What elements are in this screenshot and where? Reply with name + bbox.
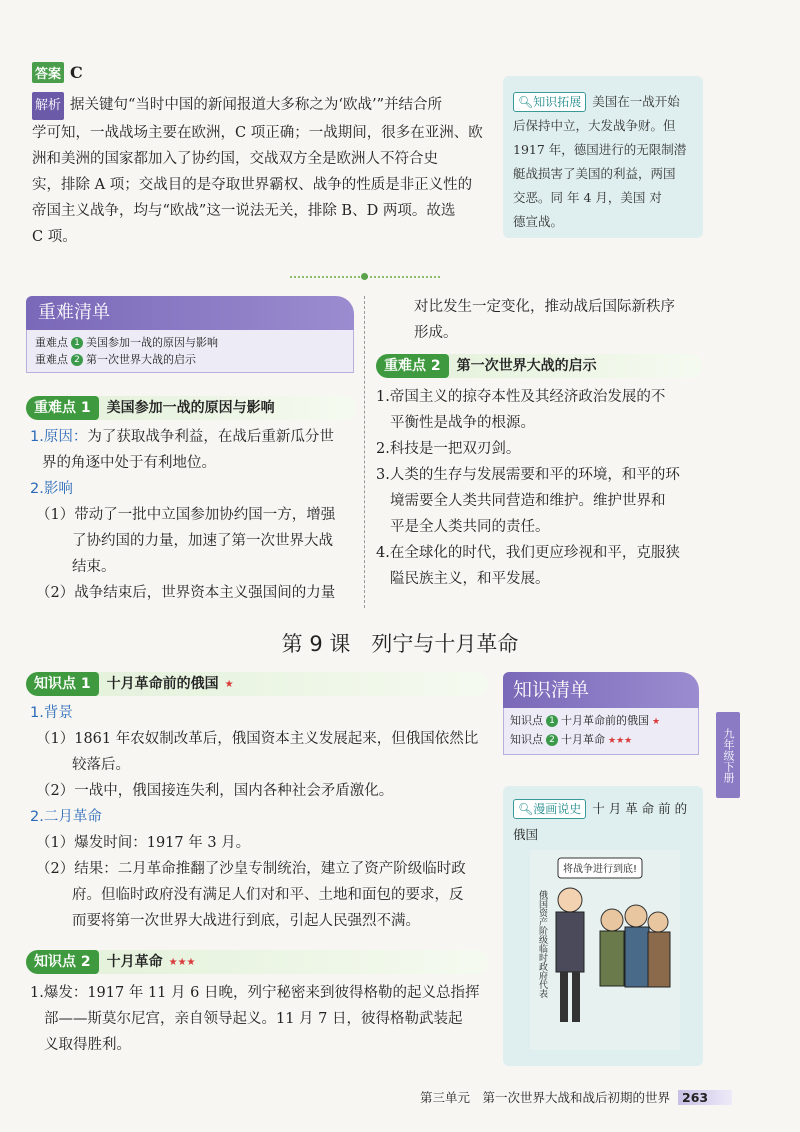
comic-caption: 十 月 革 命 前 的 xyxy=(592,801,688,816)
star-icon: ★ xyxy=(652,717,661,727)
soldier-body xyxy=(625,927,649,987)
february-text: 府。但临时政府没有满足人们对和平、土地和面包的要求，反 xyxy=(72,887,464,903)
reason-text: 为了获取战争利益，在战后重新瓜分世 xyxy=(87,429,334,445)
analysis-text: 据关键句“当时中国的新闻报道大多称之为‘欧战’”并结合所 xyxy=(70,97,443,113)
kp2-text: 部——斯莫尔尼宫，亲自领导起义。11 月 7 日，彼得格勒武装起 xyxy=(44,1011,463,1027)
kp2-text: 1.爆发：1917 年 11 月 6 日晚，列宁秘密来到彼得格勒的起义总指挥 xyxy=(30,985,480,1001)
item-text: 十月革命 xyxy=(561,733,605,746)
point-text: 1.帝国主义的掠夺本性及其经济政治发展的不 xyxy=(376,389,666,405)
official-body xyxy=(556,912,584,972)
key2-label: 重难点 2 xyxy=(376,354,449,378)
official-sash-text: 俄国资产阶级临时政府代表 xyxy=(537,890,547,998)
bubble-text: 将战争进行到底! xyxy=(562,864,638,875)
kp1-content xyxy=(30,700,500,934)
grade-side-tab: 九年级下册 xyxy=(716,712,740,798)
knowledge-extension-box xyxy=(503,76,703,238)
kp2-title: 十月革命 xyxy=(106,954,163,970)
star-icon: ★★★ xyxy=(168,957,196,968)
page-number: 263 xyxy=(678,1090,732,1105)
comic-label xyxy=(513,799,586,819)
knowledge-list-item xyxy=(510,731,692,750)
extension-text: 1917 年，德国进行的无限制潜 xyxy=(513,142,687,157)
item-prefix: 知识点 xyxy=(510,733,543,746)
lesson-title: 第 9 课 列宁与十月革命 xyxy=(281,632,519,656)
magnifier-icon: 🔍︎ xyxy=(518,802,534,816)
point-text: 4.在全球化的时代，我们更应珍视和平，克服狭 xyxy=(376,545,680,561)
key-list-body xyxy=(26,330,354,373)
extension-text: 德宣战。 xyxy=(513,214,564,229)
point-text: 平衡性是战争的根源。 xyxy=(390,415,535,431)
item-number: 2 xyxy=(71,354,83,366)
item-text: 美国参加一战的原因与影响 xyxy=(86,336,218,349)
knowledge-list-body xyxy=(503,708,699,755)
february-text: （1）爆发时间：1917 年 3 月。 xyxy=(36,835,251,851)
soldier-body xyxy=(600,931,624,986)
analysis-text: 帝国主义战争，均与“欧战”这一说法无关，排除 B、D 两项。故选 xyxy=(32,203,456,219)
key-list-box xyxy=(26,296,354,378)
continuation-text: 对比发生一定变化，推动战后国际新秩序 xyxy=(414,299,675,315)
february-text: （2）结果：二月革命推翻了沙皇专制统治，建立了资产阶级临时政 xyxy=(36,861,466,877)
effect-heading: 2.影响 xyxy=(30,481,73,497)
official-leg xyxy=(572,972,580,1022)
key-list-item xyxy=(35,351,345,368)
extension-text: 后保持中立，大发战争财。但 xyxy=(513,118,676,133)
item-text: 第一次世界大战的启示 xyxy=(86,353,196,366)
analysis-line xyxy=(32,92,492,120)
kp2-content xyxy=(30,980,500,1058)
reason-text: 界的角逐中处于有利地位。 xyxy=(42,455,216,471)
point-text: 平是全人类共同的责任。 xyxy=(390,519,550,535)
analysis-text: 实，排除 A 项；交战目的是夺取世界霸权、战争的性质是非正义性的 xyxy=(32,177,473,193)
soldier-body xyxy=(648,932,670,987)
item-number: 1 xyxy=(546,715,558,727)
comic-illustration xyxy=(530,850,680,1050)
kp2-label: 知识点 2 xyxy=(26,950,99,974)
effect-text: （1）带动了一批中立国参加协约国一方，增强 xyxy=(36,507,336,523)
soldier-head xyxy=(625,905,647,927)
background-heading: 1.背景 xyxy=(30,705,73,721)
key2-content xyxy=(376,384,706,592)
knowledge-list-item xyxy=(510,712,692,731)
answer-tag: 答案 xyxy=(32,62,64,83)
point-text: 隘民族主义，和平发展。 xyxy=(390,571,550,587)
comic-label-text: 漫画说史 xyxy=(533,802,582,816)
key-list-item xyxy=(35,334,345,351)
reason-line xyxy=(30,424,360,450)
magnifier-icon: 🔍︎ xyxy=(518,95,534,109)
extension-text: 美国在一战开始 xyxy=(592,94,680,109)
extension-label xyxy=(513,92,586,112)
page-footer xyxy=(420,1088,732,1106)
footer-unit: 第三单元 第一次世界大战和战后初期的世界 xyxy=(420,1090,671,1105)
analysis-text: C 项。 xyxy=(32,229,77,245)
star-icon: ★ xyxy=(224,679,234,690)
official-head xyxy=(558,888,582,912)
item-prefix: 重难点 xyxy=(35,336,68,349)
background-text: 较落后。 xyxy=(72,757,130,773)
star-icon: ★★★ xyxy=(608,736,633,746)
point-text: 3.人类的生存与发展需要和平的环境，和平的环 xyxy=(376,467,680,483)
point-text: 境需要全人类共同营造和维护。维护世界和 xyxy=(390,493,666,509)
official-leg xyxy=(560,972,568,1022)
knowledge-list-box xyxy=(503,672,699,762)
key1-label: 重难点 1 xyxy=(26,396,99,420)
item-text: 十月革命前的俄国 xyxy=(561,714,649,727)
analysis-text: 学可知，一战战场主要在欧洲，C 项正确；一战期间，很多在亚洲、欧 xyxy=(32,125,483,141)
kp2-header xyxy=(26,950,488,974)
extension-text: 交恶。同 年 4 月，美国 对 xyxy=(513,190,662,205)
key1-title: 美国参加一战的原因与影响 xyxy=(106,400,275,416)
extension-label-text: 知识拓展 xyxy=(533,95,582,109)
key-list-title: 重难清单 xyxy=(26,296,354,330)
column-divider xyxy=(364,296,365,608)
key2-header xyxy=(376,354,702,378)
point-text: 2.科技是一把双刃剑。 xyxy=(376,441,521,457)
extension-text: 艇战损害了美国的利益，两国 xyxy=(513,166,676,181)
effect-text: （2）战争结束后，世界资本主义强国间的力量 xyxy=(36,585,336,601)
answer-line xyxy=(32,62,83,83)
kp1-label: 知识点 1 xyxy=(26,672,99,696)
effect-text: 结束。 xyxy=(72,559,116,575)
february-text: 而要将第一次世界大战进行到底，引起人民强烈不满。 xyxy=(72,913,420,929)
kp1-header xyxy=(26,672,488,696)
analysis-tag: 解析 xyxy=(32,92,64,120)
key2-title: 第一次世界大战的启示 xyxy=(456,358,597,374)
item-prefix: 知识点 xyxy=(510,714,543,727)
answer-value: C xyxy=(70,63,83,82)
key1-content xyxy=(30,424,360,606)
divider-dot xyxy=(361,273,368,280)
kp2-text: 义取得胜利。 xyxy=(44,1037,131,1053)
analysis-block xyxy=(32,92,492,250)
analysis-text: 洲和美洲的国家都加入了协约国，交战双方全是欧洲人不符合史 xyxy=(32,151,438,167)
effect-text: 了协约国的力量，加速了第一次世界大战 xyxy=(72,533,333,549)
february-heading: 2.二月革命 xyxy=(30,809,102,825)
kp1-title: 十月革命前的俄国 xyxy=(106,676,219,692)
comic-caption-line xyxy=(513,796,693,822)
knowledge-list-title: 知识清单 xyxy=(503,672,699,708)
reason-heading: 1.原因： xyxy=(30,429,88,445)
extension-line xyxy=(513,90,691,114)
soldier-head xyxy=(648,912,668,932)
background-text: （2）一战中，俄国接连失利，国内各种社会矛盾激化。 xyxy=(36,783,394,799)
item-prefix: 重难点 xyxy=(35,353,68,366)
item-number: 1 xyxy=(71,337,83,349)
comic-caption: 俄国 xyxy=(513,827,539,842)
soldier-head xyxy=(601,909,623,931)
continuation-text: 形成。 xyxy=(414,325,458,341)
right-continuation xyxy=(414,294,714,346)
background-text: （1）1861 年农奴制改革后，俄国资本主义发展起来，但俄国依然比 xyxy=(36,731,479,747)
key1-header xyxy=(26,396,356,420)
item-number: 2 xyxy=(546,734,558,746)
